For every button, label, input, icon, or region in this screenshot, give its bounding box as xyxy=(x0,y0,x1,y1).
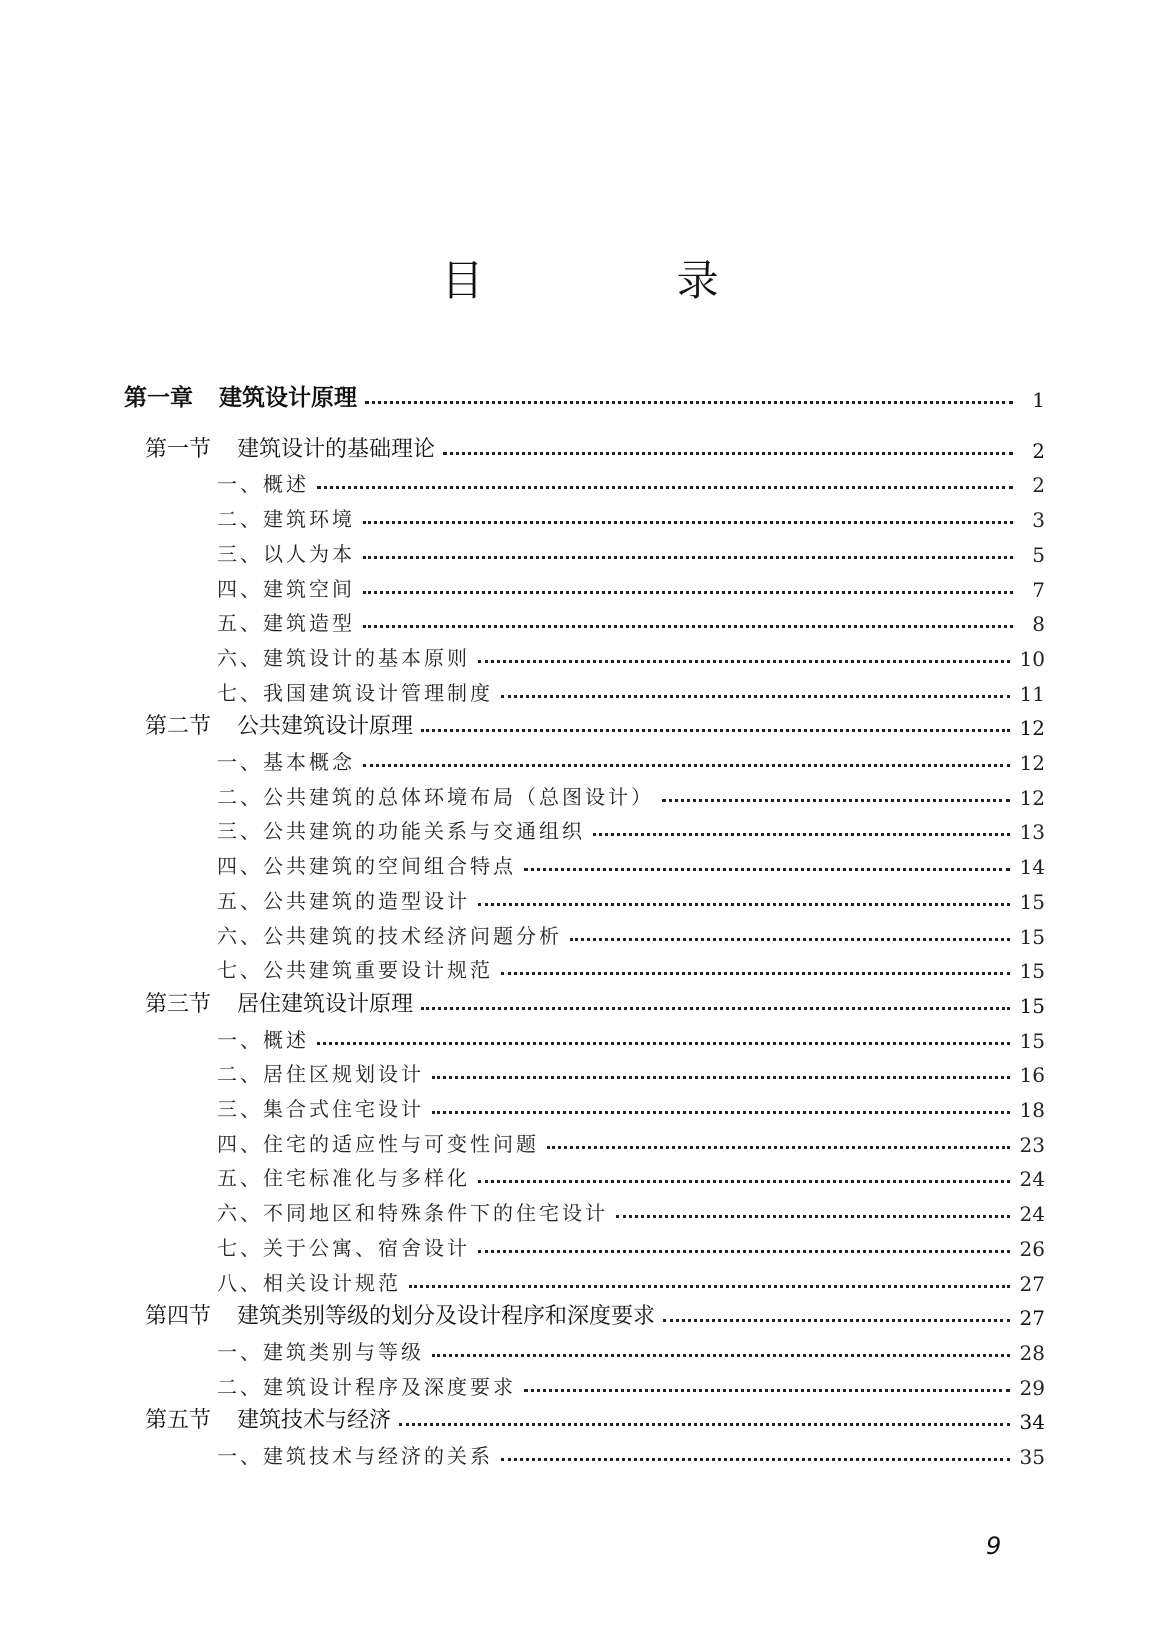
toc-dot-leader xyxy=(409,1285,1010,1288)
toc-dot-leader xyxy=(363,625,1013,628)
toc-entry-page: 27 xyxy=(1019,1271,1045,1296)
toc-entry-title: 建筑类别等级的划分及设计程序和深度要求 xyxy=(237,1304,656,1330)
toc-entry-title: 关于公寓、宿舍设计 xyxy=(263,1235,470,1260)
toc-entry-number: 一、 xyxy=(217,1444,263,1468)
toc-entry-title: 建筑设计的基本原则 xyxy=(263,645,470,670)
toc-entry-title: 公共建筑的总体环境布局（总图设计） xyxy=(263,784,654,809)
toc-entry-item[interactable] xyxy=(217,1086,1045,1122)
toc-entry-title: 基本概念 xyxy=(263,750,355,774)
toc-entry-title: 不同地区和特殊条件下的住宅设计 xyxy=(263,1201,608,1226)
toc-entry-title: 公共建筑的功能关系与交通组织 xyxy=(263,819,585,844)
toc-entry-item[interactable] xyxy=(217,1260,1045,1296)
toc-entry-number: 一、 xyxy=(217,1027,263,1052)
toc-entry-title: 住宅的适应性与可变性问题 xyxy=(263,1131,539,1156)
toc-entry-item[interactable] xyxy=(217,635,1045,671)
toc-entry-number: 二、 xyxy=(217,507,263,532)
toc-entry-page: 5 xyxy=(1032,542,1045,567)
toc-entry-page: 29 xyxy=(1019,1375,1045,1400)
toc-entry-number: 一、 xyxy=(217,750,263,774)
toc-dot-leader xyxy=(524,1389,1010,1392)
toc-entry-title: 建筑造型 xyxy=(263,611,355,636)
toc-dot-leader xyxy=(524,868,1010,871)
toc-entry-title: 建筑技术与经济的关系 xyxy=(263,1444,493,1468)
toc-entry-number: 一、 xyxy=(217,472,263,497)
toc-entry-number: 四、 xyxy=(217,854,263,879)
toc-dot-leader xyxy=(363,764,1010,767)
toc-entry-item[interactable] xyxy=(217,843,1045,879)
toc-entry-number: 第四节 xyxy=(145,1304,212,1330)
toc-entry-number: 五、 xyxy=(217,1166,263,1191)
toc-entry-title: 以人为本 xyxy=(263,541,355,566)
toc-entry-number: 六、 xyxy=(217,1201,263,1226)
toc-entry-title: 我国建筑设计管理制度 xyxy=(263,680,493,705)
toc-entry-number: 第三节 xyxy=(145,991,212,1017)
toc-entry-page: 15 xyxy=(1019,924,1045,949)
toc-entry-number: 六、 xyxy=(217,645,263,670)
toc-dot-leader xyxy=(547,1146,1010,1149)
toc-entry-number: 四、 xyxy=(217,576,263,601)
toc-entry-title: 居住建筑设计原理 xyxy=(237,991,414,1017)
toc-entry-number: 第一章 xyxy=(124,384,193,411)
toc-entry-title: 住宅标准化与多样化 xyxy=(263,1166,470,1191)
toc-entry-title: 公共建筑的空间组合特点 xyxy=(263,854,516,879)
toc-entry-title: 建筑环境 xyxy=(263,507,355,532)
toc-entry-page: 13 xyxy=(1019,820,1045,845)
toc-entry-page: 35 xyxy=(1019,1445,1045,1469)
toc-dot-leader xyxy=(432,1111,1010,1114)
toc-dot-leader xyxy=(593,833,1010,836)
toc-entry-item[interactable] xyxy=(217,947,1045,983)
toc-dot-leader xyxy=(616,1215,1010,1218)
toc-entry-item[interactable] xyxy=(217,1155,1045,1191)
toc-dot-leader xyxy=(363,521,1013,524)
toc-entry-page: 12 xyxy=(1019,785,1045,810)
toc-entry-number: 二、 xyxy=(217,784,263,809)
toc-entry-number: 五、 xyxy=(217,611,263,636)
page-number: 9 xyxy=(986,1532,1002,1560)
toc-entry-item[interactable] xyxy=(217,1433,1045,1469)
toc-entry-item[interactable] xyxy=(217,1121,1045,1157)
toc-entry-page: 2 xyxy=(1032,438,1045,463)
toc-entry-title: 公共建筑重要设计规范 xyxy=(263,958,493,983)
toc-dot-leader xyxy=(662,799,1010,802)
toc-entry-page: 15 xyxy=(1019,993,1045,1018)
toc-dot-leader xyxy=(363,556,1013,559)
toc-dot-leader xyxy=(421,729,1010,732)
toc-entry-item[interactable] xyxy=(217,1364,1045,1400)
toc-entry-title: 建筑设计的基础理论 xyxy=(237,436,436,462)
toc-entry-section[interactable] xyxy=(145,704,1045,740)
toc-entry-page: 2 xyxy=(1032,473,1045,498)
toc-entry-title: 公共建筑的造型设计 xyxy=(263,888,470,913)
toc-entry-item[interactable] xyxy=(217,531,1045,567)
toc-entry-page: 11 xyxy=(1019,681,1045,706)
toc-dot-leader xyxy=(570,938,1010,941)
toc-entry-title: 相关设计规范 xyxy=(263,1270,401,1295)
toc-dot-leader xyxy=(432,1076,1010,1079)
toc-entry-page: 3 xyxy=(1032,508,1045,533)
toc-entry-page: 26 xyxy=(1019,1236,1045,1261)
toc-entry-page: 27 xyxy=(1019,1306,1045,1331)
toc-entry-number: 七、 xyxy=(217,958,263,983)
toc-entry-number: 三、 xyxy=(217,1097,263,1121)
toc-dot-leader xyxy=(478,1250,1010,1253)
toc-entry-page: 24 xyxy=(1019,1202,1045,1227)
toc-entry-title: 建筑类别与等级 xyxy=(263,1339,424,1364)
toc-entry-page: 1 xyxy=(1032,388,1045,412)
toc-entry-item[interactable] xyxy=(217,566,1045,602)
toc-entry-chapter[interactable] xyxy=(124,376,1045,412)
toc-entry-item[interactable] xyxy=(217,1190,1045,1226)
toc-entry-page: 15 xyxy=(1019,889,1045,914)
toc-entry-title: 概述 xyxy=(263,472,309,497)
toc-entry-number: 第二节 xyxy=(145,714,212,740)
toc-entry-title: 公共建筑设计原理 xyxy=(237,714,414,740)
toc-dot-leader xyxy=(663,1319,1010,1322)
toc-dot-leader xyxy=(501,695,1010,698)
toc-entry-item[interactable] xyxy=(217,913,1045,949)
toc-entry-page: 10 xyxy=(1019,646,1045,671)
toc-entry-item[interactable] xyxy=(217,670,1045,706)
toc-entry-page: 23 xyxy=(1019,1132,1045,1157)
toc-entry-page: 34 xyxy=(1019,1410,1045,1435)
toc-dot-leader xyxy=(501,972,1010,975)
toc-entry-page: 12 xyxy=(1019,751,1045,775)
toc-dot-leader xyxy=(363,591,1013,594)
toc-entry-number: 三、 xyxy=(217,541,263,566)
page-title: 目 录 xyxy=(441,256,809,305)
toc-entry-item[interactable] xyxy=(217,600,1045,636)
toc-entry-item[interactable] xyxy=(217,1051,1045,1087)
toc-entry-section[interactable] xyxy=(145,427,1045,463)
toc-entry-title: 建筑技术与经济 xyxy=(237,1408,392,1434)
toc-entry-title: 居住区规划设计 xyxy=(263,1062,424,1087)
toc-entry-page: 28 xyxy=(1019,1340,1045,1365)
toc-entry-number: 二、 xyxy=(217,1062,263,1087)
toc-dot-leader xyxy=(478,1180,1010,1183)
toc-entry-page: 7 xyxy=(1032,577,1045,602)
toc-entry-item[interactable] xyxy=(217,739,1045,775)
toc-entry-number: 五、 xyxy=(217,888,263,913)
toc-entry-title: 建筑空间 xyxy=(263,576,355,601)
toc-entry-number: 四、 xyxy=(217,1131,263,1156)
toc-entry-item[interactable] xyxy=(217,1225,1045,1261)
toc-entry-number: 七、 xyxy=(217,680,263,705)
toc-entry-title: 集合式住宅设计 xyxy=(263,1097,424,1121)
toc-entry-item[interactable] xyxy=(217,1329,1045,1365)
toc-entry-page: 15 xyxy=(1019,1028,1045,1053)
toc-entry-item[interactable] xyxy=(217,1017,1045,1053)
toc-entry-item[interactable] xyxy=(217,774,1045,810)
toc-entry-item[interactable] xyxy=(217,878,1045,914)
toc-entry-page: 16 xyxy=(1019,1063,1045,1088)
toc-entry-number: 三、 xyxy=(217,819,263,844)
toc-entry-number: 八、 xyxy=(217,1270,263,1295)
toc-dot-leader xyxy=(317,486,1013,489)
toc-dot-leader xyxy=(501,1458,1010,1461)
toc-dot-leader xyxy=(365,401,1013,404)
toc-entry-title: 概述 xyxy=(263,1027,309,1052)
toc-entry-number: 第一节 xyxy=(145,436,212,462)
toc-dot-leader xyxy=(317,1042,1010,1045)
toc-entry-page: 15 xyxy=(1019,959,1045,984)
toc-entry-number: 六、 xyxy=(217,923,263,948)
toc-entry-page: 14 xyxy=(1019,855,1045,880)
toc-dot-leader xyxy=(432,1354,1010,1357)
toc-entry-page: 8 xyxy=(1032,612,1045,637)
toc-entry-item[interactable] xyxy=(217,496,1045,532)
toc-entry-title: 建筑设计程序及深度要求 xyxy=(263,1374,516,1399)
toc-entry-number: 一、 xyxy=(217,1339,263,1364)
toc-entry-title: 建筑设计原理 xyxy=(219,384,357,411)
toc-entry-page: 18 xyxy=(1019,1098,1045,1122)
toc-entry-item[interactable] xyxy=(217,808,1045,844)
toc-entry-page: 12 xyxy=(1019,716,1045,741)
toc-dot-leader xyxy=(421,1007,1010,1010)
toc-entry-section[interactable] xyxy=(145,982,1045,1018)
toc-entry-number: 二、 xyxy=(217,1374,263,1399)
toc-entry-section[interactable] xyxy=(145,1398,1045,1434)
toc-entry-section[interactable] xyxy=(145,1294,1045,1330)
toc-entry-page: 24 xyxy=(1019,1167,1045,1192)
toc-entry-item[interactable] xyxy=(217,461,1045,497)
toc-entry-title: 公共建筑的技术经济问题分析 xyxy=(263,923,562,948)
toc-entry-number: 第五节 xyxy=(145,1408,212,1434)
toc-dot-leader xyxy=(443,452,1013,455)
toc-entry-number: 七、 xyxy=(217,1235,263,1260)
toc-dot-leader xyxy=(399,1423,1010,1426)
toc-dot-leader xyxy=(478,903,1010,906)
toc-dot-leader xyxy=(478,660,1010,663)
